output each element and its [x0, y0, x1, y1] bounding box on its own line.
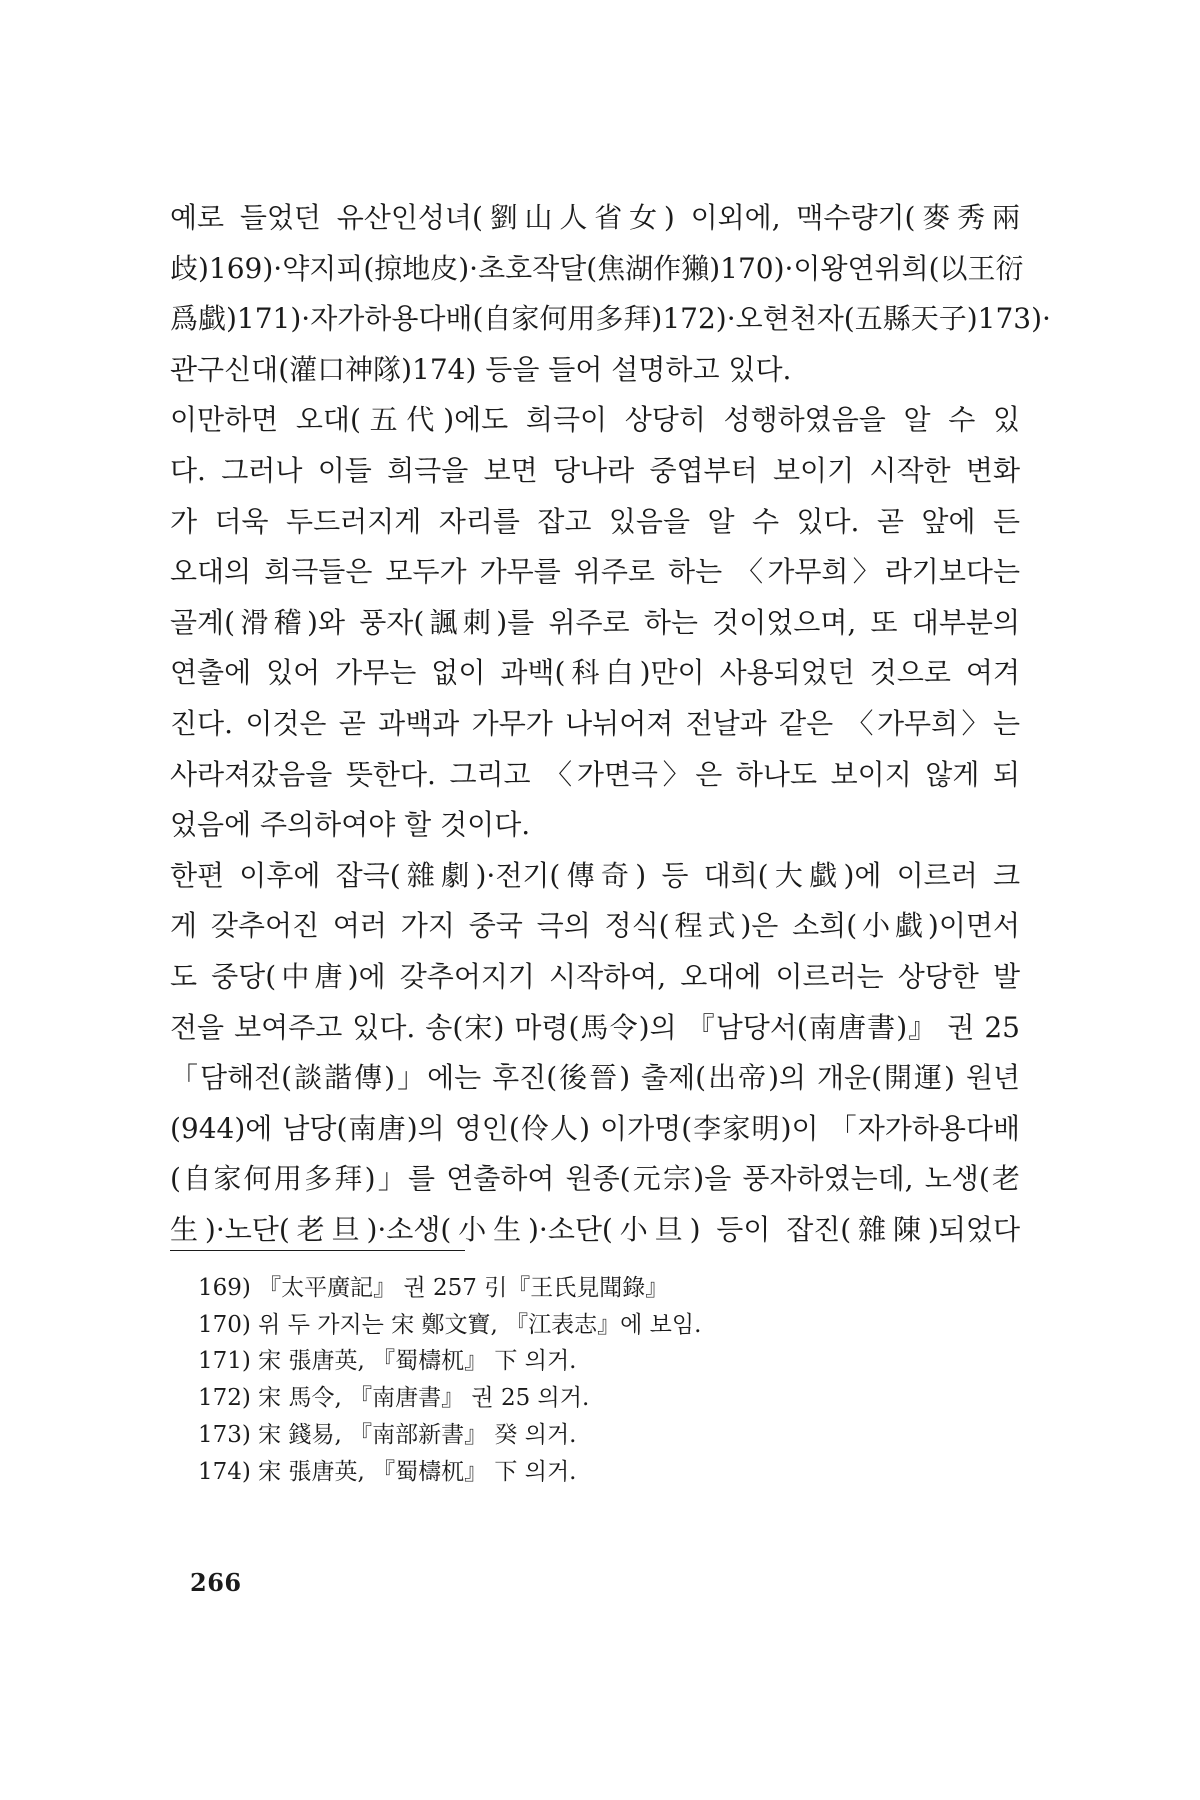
footnote: 173) 宋 錢易, 『南部新書』 癸 의거.: [198, 1421, 577, 1448]
footnote-divider: [170, 1250, 465, 1251]
footnote: 171) 宋 張唐英, 『蜀檮杌』 下 의거.: [198, 1348, 577, 1375]
body-line: 歧)169)·약지피(掠地皮)·초호작달(焦湖作獺)170)·이왕연위희(以王衍: [170, 251, 1024, 285]
body-line: 도 중당(中唐)에 갖추어지기 시작하여, 오대에 이르러는 상당한 발: [170, 959, 1020, 993]
body-line: 전을 보여주고 있다. 송(宋) 마령(馬令)의 『남당서(南唐書)』 권 25: [170, 1010, 1020, 1044]
page-number: 266: [190, 1568, 242, 1597]
body-line: (自家何用多拜)」를 연출하여 원종(元宗)을 풍자하였는데, 노생(老: [170, 1162, 1020, 1196]
footnote: 169) 『太平廣記』 권 257 引『王氏見聞錄』: [198, 1275, 669, 1301]
body-line: 한편 이후에 잡극(雜劇)·전기(傳奇) 등 대희(大戱)에 이르러 크: [170, 858, 1020, 892]
body-line: 었음에 주의하여야 할 것이다.: [170, 808, 531, 842]
body-line: 진다. 이것은 곧 과백과 가무가 나뉘어져 전날과 같은 〈가무희〉는: [170, 706, 1020, 740]
body-line: 오대의 희극들은 모두가 가무를 위주로 하는 〈가무희〉라기보다는: [170, 555, 1020, 589]
footnote: 172) 宋 馬令, 『南唐書』 권 25 의거.: [198, 1385, 590, 1412]
body-line: 가 더욱 두드러지게 자리를 잡고 있음을 알 수 있다. 곧 앞에 든: [170, 504, 1020, 538]
footnotes: [198, 1270, 1018, 1490]
body-text: [170, 193, 1051, 1255]
footnote: 174) 宋 張唐英, 『蜀檮杌』 下 의거.: [198, 1458, 577, 1485]
body-line: 爲戱)171)·자가하용다배(自家何用多拜)172)·오현천자(五縣天子)173)·: [170, 302, 1051, 336]
body-line: 「담해전(談諧傳)」에는 후진(後晉) 출제(出帝)의 개운(開運) 원년: [170, 1061, 1020, 1095]
body-line: 사라져갔음을 뜻한다. 그리고 〈가면극〉은 하나도 보이지 않게 되: [170, 757, 1020, 791]
body-line: 골계(滑稽)와 풍자(諷刺)를 위주로 하는 것이었으며, 또 대부분의: [170, 605, 1020, 639]
body-line: 연출에 있어 가무는 없이 과백(科白)만이 사용되었던 것으로 여겨: [170, 656, 1020, 690]
body-line: 관구신대(灌口神隊)174) 등을 들어 설명하고 있다.: [170, 352, 792, 386]
body-line: 生)·노단(老旦)·소생(小生)·소단(小旦) 등이 잡진(雜陳)되었다: [170, 1212, 1020, 1246]
body-line: 예로 들었던 유산인성녀(劉山人省女) 이외에, 맥수량기(麥秀兩: [170, 201, 1020, 234]
body-line: 게 갖추어진 여러 가지 중국 극의 정식(程式)은 소희(小戱)이면서: [170, 909, 1020, 943]
body-line: 다. 그러나 이들 희극을 보면 당나라 중엽부터 보이기 시작한 변화: [170, 453, 1020, 487]
body-line: 이만하면 오대(五代)에도 희극이 상당히 성행하였음을 알 수 있: [170, 403, 1020, 437]
footnote: 170) 위 두 가지는 宋 鄭文寶, 『江表志』에 보임.: [198, 1311, 702, 1338]
body-line: (944)에 남당(南唐)의 영인(伶人) 이가명(李家明)이 「자가하용다배: [170, 1111, 1020, 1145]
